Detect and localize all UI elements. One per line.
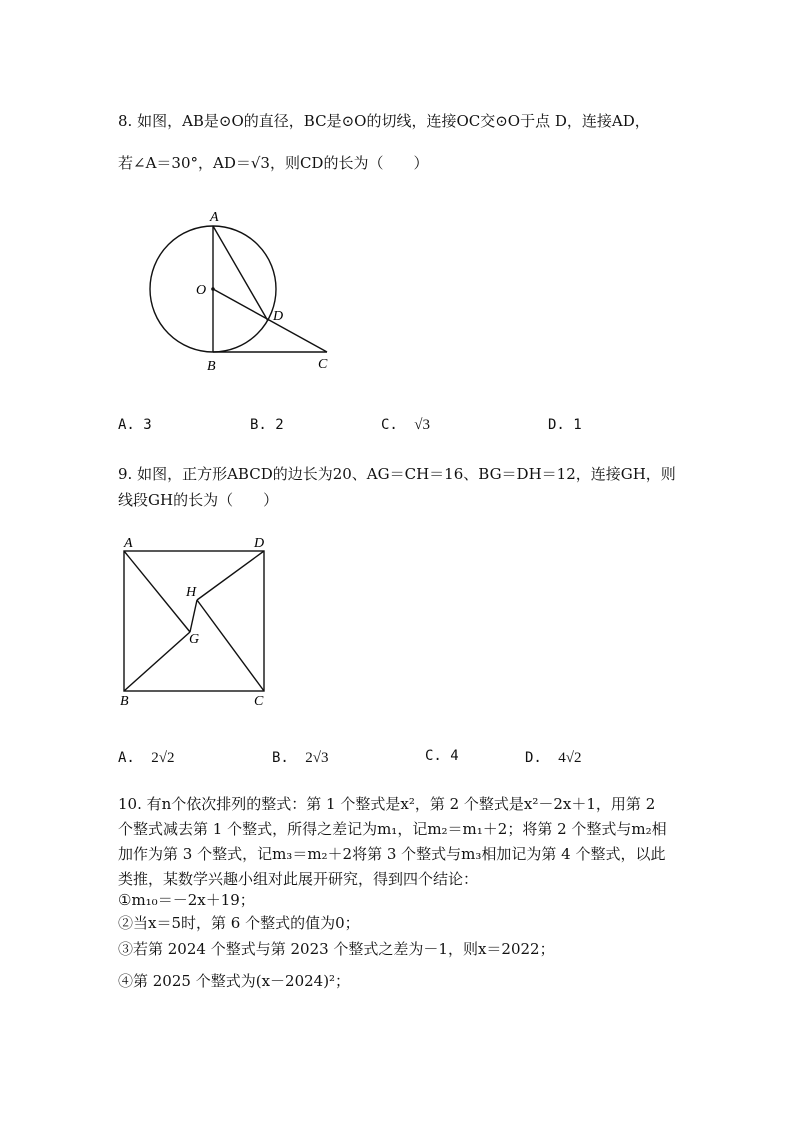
q10-line-1: 10. 有n个依次排列的整式：第 1 个整式是x²，第 2 个整式是x²－2x＋1，用第 2 [118,795,656,813]
q9-option-c-value: 4 [450,748,459,764]
q8-option-c-label: C. [381,417,407,433]
q8-option-b-label: B. [250,417,276,433]
q9-option-b [272,750,329,767]
q8-figure [140,200,350,380]
q8-segment-oc [213,289,327,352]
q9-option-d [525,750,582,767]
q8-stem-line-2: 若∠A＝30°，AD＝√3，则CD的长为（ ） [118,154,429,172]
q9-option-c [425,748,459,764]
q10-line-2: 个整式减去第 1 个整式，所得之差记为m₁，记m₂＝m₁＋2；将第 2 个整式与m₂相 [118,820,667,838]
q8-option-c-value: √3 [414,417,431,433]
q9-segment-ag [124,551,190,632]
q8-label-c: C [318,357,328,372]
q8-label-b: B [207,359,216,374]
q8-option-a [118,417,152,433]
q9-option-a-label: A. [118,750,144,766]
q9-segment-dh [197,551,264,600]
q9-stem-line-2: 线段GH的长为（ ） [118,491,279,509]
q8-option-b [250,417,284,433]
q9-option-a [118,750,175,767]
q8-label-a: A [210,210,219,225]
q9-option-d-value: 4√2 [558,750,582,766]
q8-chord-ad [213,226,268,321]
q8-option-b-value: 2 [275,417,284,433]
q10-line-4: 类推，某数学兴趣小组对此展开研究，得到四个结论： [118,870,479,888]
q8-option-d-label: D. [548,417,574,433]
q10-line-3: 加作为第 3 个整式，记m₃＝m₂＋2将第 3 个整式与m₃相加记为第 4 个整式，以此 [118,845,666,863]
q9-label-d: D [254,536,265,551]
q9-option-c-label: C. [425,748,451,764]
q9-label-c: C [254,694,264,709]
q8-option-a-value: 3 [143,417,152,433]
q9-option-b-label: B. [272,750,298,766]
q9-option-d-label: D. [525,750,551,766]
q8-option-a-label: A. [118,417,144,433]
q8-option-d-value: 1 [573,417,582,433]
q9-label-a: A [124,536,133,551]
q10-conclusion-2: ②当x＝5时，第 6 个整式的值为0； [118,914,360,932]
q8-center-dot [211,287,215,291]
q9-stem-line-1: 9. 如图，正方形ABCD的边长为20、AG＝CH＝16、BG＝DH＝12，连接GH，则 [118,465,676,483]
q9-label-b: B [120,694,129,709]
q8-stem-line-1: 8. 如图，AB是⊙O的直径，BC是⊙O的切线，连接OC交⊙O于点 D，连接AD， [118,112,650,130]
q8-option-c [381,417,430,434]
q9-square [124,551,264,691]
q9-segment-bg [124,632,190,691]
q8-label-o: O [196,283,207,298]
q9-figure [112,532,282,712]
q8-option-d [548,417,582,433]
q9-segment-gh [190,600,197,632]
q10-conclusion-1: ①m₁₀＝－2x＋19； [118,891,255,909]
q9-option-b-value: 2√3 [305,750,329,766]
q10-conclusion-4: ④第 2025 个整式为(x－2024)²； [118,972,351,990]
q9-option-a-value: 2√2 [151,750,175,766]
q10-conclusion-3: ③若第 2024 个整式与第 2023 个整式之差为－1，则x＝2022； [118,940,555,958]
q9-segment-ch [197,600,264,691]
q9-label-g: G [189,632,200,647]
q9-label-h: H [186,585,197,600]
q8-label-d: D [273,309,284,324]
